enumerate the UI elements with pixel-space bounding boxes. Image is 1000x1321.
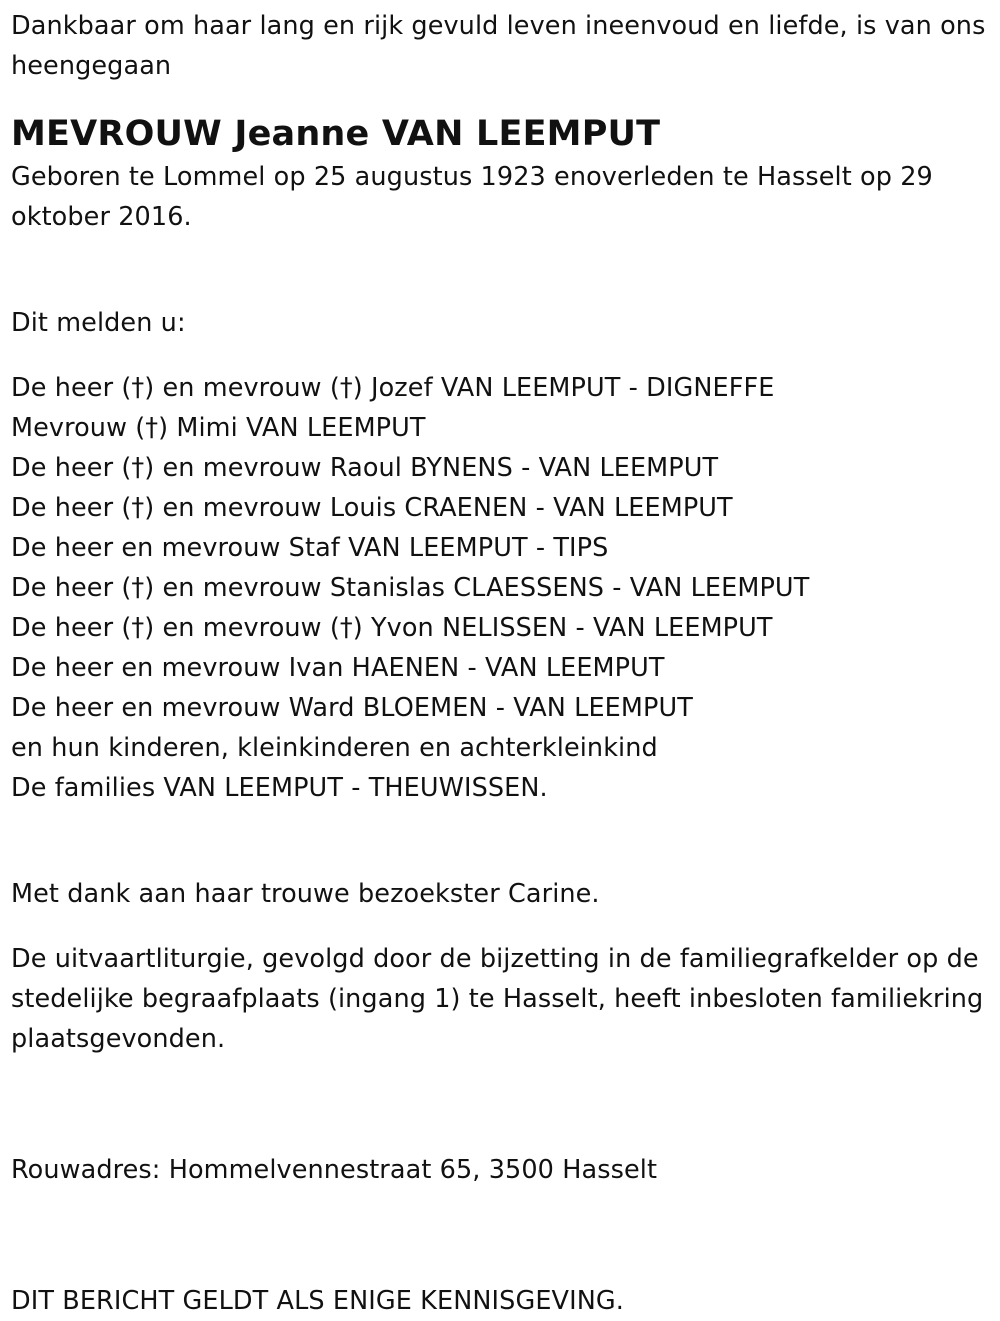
announcer-item: en hun kinderen, kleinkinderen en achterkleinkind [11, 733, 658, 763]
funeral-text: De uitvaartliturgie, gevolgd door de bijzetting in de familiegrafkelder op de stedelijke begraafplaats (ingang 1) te Hasselt, heeft inbesloten familiekring plaatsgevonden. [11, 944, 992, 1054]
announcer-item: De heer (†) en mevrouw Louis CRAENEN - VAN LEEMPUT [11, 493, 733, 523]
announcer-item: Mevrouw (†) Mimi VAN LEEMPUT [11, 413, 426, 443]
announcer-list [11, 368, 988, 808]
thanks-text: Met dank aan haar trouwe bezoekster Carine. [11, 878, 600, 909]
announcer-item: De heer (†) en mevrouw (†) Yvon NELISSEN - VAN LEEMPUT [11, 613, 773, 643]
spacer [11, 1085, 988, 1125]
announcer-item: De heer en mevrouw Staf VAN LEEMPUT - TIPS [11, 533, 609, 563]
announcer-item: De heer (†) en mevrouw Stanislas CLAESSENS - VAN LEEMPUT [11, 573, 810, 603]
spacer [11, 808, 988, 848]
announcer-item: De heer en mevrouw Ivan HAENEN - VAN LEEMPUT [11, 653, 665, 683]
spacer [11, 237, 988, 277]
announcer-item: De heer en mevrouw Ward BLOEMEN - VAN LEEMPUT [11, 693, 693, 723]
closing-notice: DIT BERICHT GELDT ALS ENIGE KENNISGEVING. [11, 1286, 624, 1316]
deceased-name: MEVROUW Jeanne VAN LEEMPUT [11, 114, 661, 154]
intro-text: Dankbaar om haar lang en rijk gevuld leven ineenvoud en liefde, is van ons heengegaan [11, 11, 994, 81]
announcer-item: De heer (†) en mevrouw Raoul BYNENS - VAN LEEMPUT [11, 453, 719, 483]
spacer [11, 1216, 988, 1256]
mourning-address: Rouwadres: Hommelvennestraat 65, 3500 Hasselt [11, 1155, 658, 1185]
announcer-item: De families VAN LEEMPUT - THEUWISSEN. [11, 773, 548, 803]
birth-death-text: Geboren te Lommel op 25 augustus 1923 enoverleden te Hasselt op 29 oktober 2016. [11, 162, 942, 232]
announced-by-label: Dit melden u: [11, 307, 186, 338]
announcer-item: De heer (†) en mevrouw (†) Jozef VAN LEEMPUT - DIGNEFFE [11, 373, 775, 403]
